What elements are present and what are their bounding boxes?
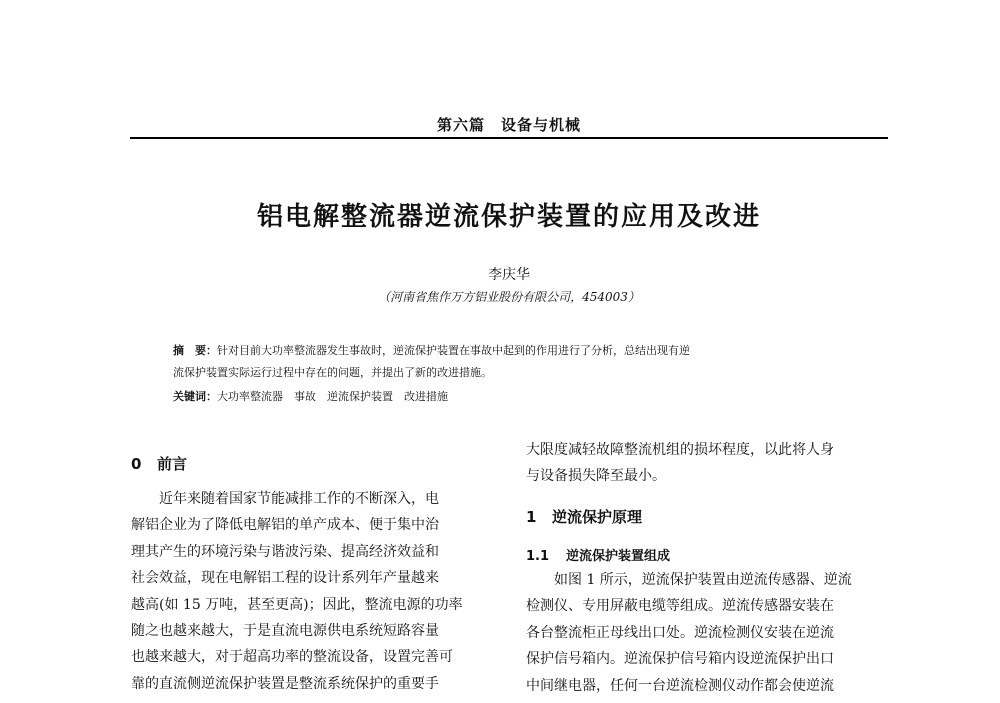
article-title: 铝电解整流器逆流保护装置的应用及改进 bbox=[256, 202, 761, 232]
right-column-top bbox=[526, 437, 888, 490]
right-column-body bbox=[526, 567, 888, 699]
subsection-number: 1.1 bbox=[526, 549, 550, 564]
running-header: 第六篇 设备与机械 bbox=[436, 116, 581, 134]
paragraph-line: 理其产生的环境污染与谐波污染、提高经济效益和 bbox=[131, 543, 439, 560]
section-number: 0 bbox=[131, 455, 142, 473]
paragraph-line: 越高(如 15 万吨，甚至更高)；因此，整流电源的功率 bbox=[131, 596, 463, 613]
abstract-line-1 bbox=[173, 342, 690, 358]
section-heading-principle bbox=[526, 506, 642, 527]
author-affiliation: （河南省焦作万方铝业股份有限公司，454003） bbox=[378, 290, 640, 304]
paragraph-line: 社会效益，现在电解铝工程的设计系列年产量越来 bbox=[131, 570, 439, 587]
section-number: 1 bbox=[526, 508, 537, 526]
paragraph-line: 如图 1 所示，逆流保护装置由逆流传感器、逆流 bbox=[526, 572, 852, 588]
paragraph-line: 中间继电器，任何一台逆流检测仪动作都会使逆流 bbox=[526, 677, 834, 694]
paragraph-line: 保护信号箱内。逆流保护信号箱内设逆流保护出口 bbox=[526, 651, 834, 668]
abstract-line-2: 流保护装置实际运行过程中存在的问题，并提出了新的改进措施。 bbox=[173, 366, 492, 379]
paragraph-line: 大限度减轻故障整流机组的损坏程度，以此将人身 bbox=[526, 442, 834, 458]
paragraph-line: 与设备损失降至最小。 bbox=[526, 468, 666, 485]
keywords-line bbox=[173, 388, 448, 404]
paragraph-line: 靠的直流侧逆流保护装置是整流系统保护的重要手 bbox=[131, 675, 439, 692]
paragraph-line: 也越来越大，对于超高功率的整流设备，设置完善可 bbox=[131, 649, 453, 666]
author-name: 李庆华 bbox=[488, 267, 530, 283]
section-title: 逆流保护原理 bbox=[552, 508, 643, 526]
abstract-text-1: 针对目前大功率整流器发生事故时，逆流保护装置在事故中起到的作用进行了分析，总结出现有逆 bbox=[217, 344, 690, 357]
keywords-label: 关键词： bbox=[173, 390, 217, 403]
section-title: 前言 bbox=[157, 455, 188, 473]
subsection-title: 逆流保护装置组成 bbox=[566, 549, 671, 564]
header-rule bbox=[130, 137, 888, 139]
paragraph-line: 检测仪、专用屏蔽电缆等组成。逆流传感器安装在 bbox=[526, 598, 834, 615]
keywords-text: 大功率整流器 事故 逆流保护装置 改进措施 bbox=[217, 390, 448, 403]
subsection-heading bbox=[526, 545, 670, 564]
paragraph-line: 随之也越来越大，于是直流电源供电系统短路容量 bbox=[131, 623, 439, 640]
abstract-label: 摘 要： bbox=[173, 344, 217, 357]
left-column-body bbox=[131, 486, 493, 697]
paragraph-line: 解铝企业为了降低电解铝的单产成本、便于集中治 bbox=[131, 517, 439, 534]
paragraph-line: 各台整流柜正母线出口处。逆流检测仪安装在逆流 bbox=[526, 624, 834, 641]
paragraph-line: 近年来随着国家节能减排工作的不断深入，电 bbox=[159, 491, 439, 507]
section-heading-intro bbox=[131, 453, 187, 474]
